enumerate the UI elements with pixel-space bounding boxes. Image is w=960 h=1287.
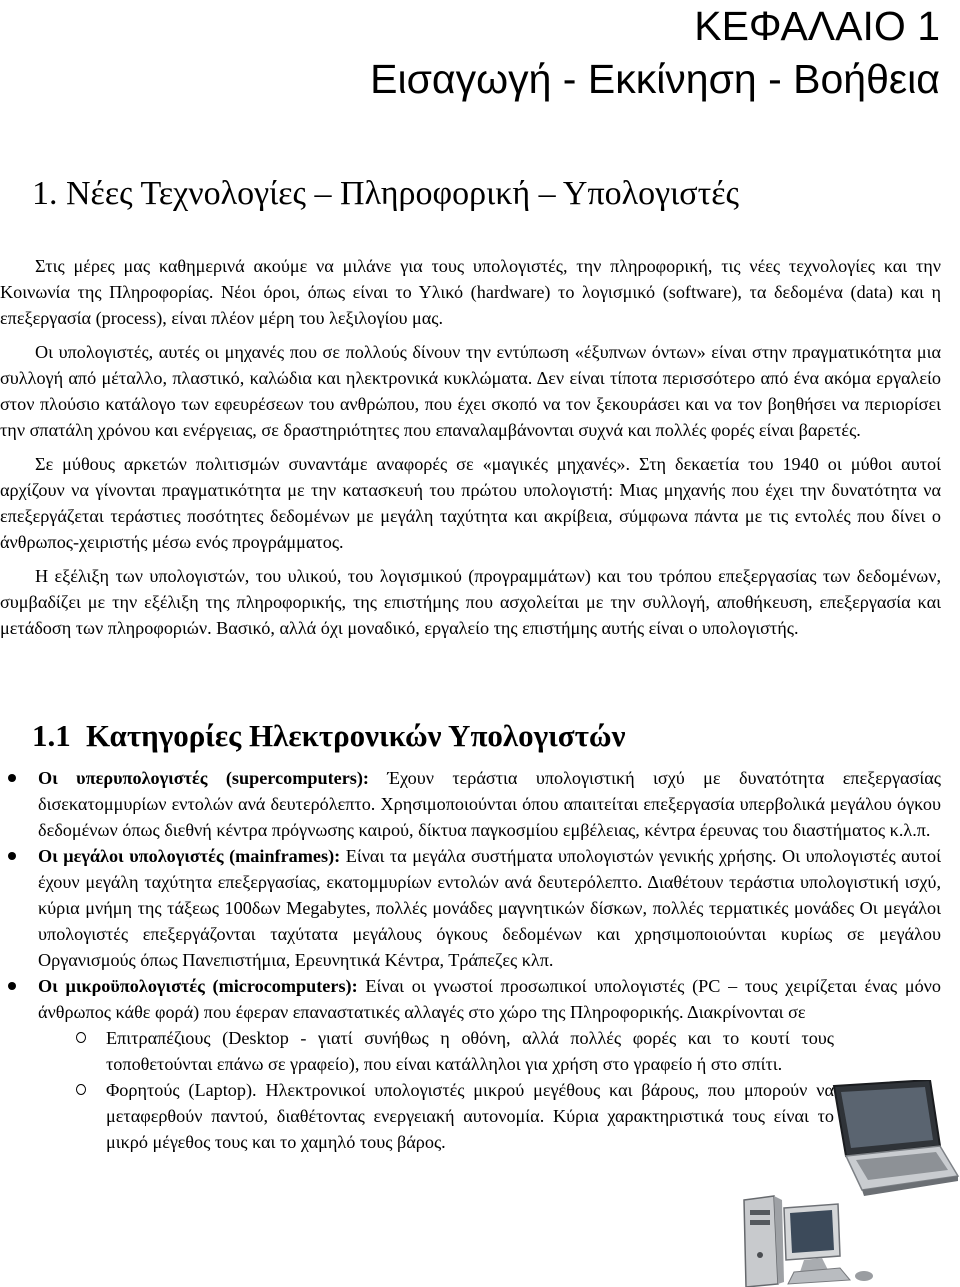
paragraph: Η εξέλιξη των υπολογιστών, του υλικού, του λογισμικού (προγραμμάτων) και του τρόπου επεξεργασίας των δεδομένων, συμβαδίζει με την εξέλιξη της πληροφορικής, της επιστήμης που ασχολείται με την συλλογή, αποθήκευση, επεξεργασία και μετάδοση των πληροφοριών. Βασικό, αλλά όχι μοναδικό, εργαλείο της επιστήμης αυτής είναι ο υπολογιστής.	[0, 566, 941, 638]
list-item	[0, 843, 941, 973]
paragraph: Οι υπολογιστές, αυτές οι μηχανές που σε πολλούς δίνουν την εντύπωση «έξυπνων όντων» είναι στην πραγματικότητα μια συλλογή από μέταλλο, πλαστικό, καλώδια και ηλεκτρονικά κυκλώματα. Δεν είναι τίποτα περισσότερο από ένα ακόμα εργαλείο στον πλούσιο κατάλογο των εφευρέσεων του ανθρώπου, που έχει σκοπό να τον ξεκουράσει και να τον βοηθήσει να περιορίσει την σπατάλη χρόνου και ενέργειας, σε δραστηριότητες που επαναλαμβάνονται συχνά και πολλές φορές είναι βαρετές.	[0, 342, 941, 440]
circle-bullet-icon	[76, 1084, 86, 1095]
subsection-title: Κατηγορίες Ηλεκτρονικών Υπολογιστών	[86, 718, 626, 753]
circle-bullet-icon	[76, 1032, 86, 1043]
computers-illustration	[704, 1080, 960, 1287]
section-heading: 1. Νέες Τεχνολογίες – Πληροφορική – Υπολογιστές	[32, 175, 740, 212]
paragraph: Στις μέρες μας καθημερινά ακούμε να μιλάνε για τους υπολογιστές, την πληροφορική, τις νέες τεχνολογίες και την Κοινωνία της Πληροφορίας. Νέοι όροι, όπως είναι το Υλικό (hardware) το λογισμικό (software), τα δεδομένα (data) και η επεξεργασία (process), είναι πλέον μέρη του λεξιλογίου μας.	[0, 256, 941, 328]
sub-list-item	[38, 1025, 834, 1077]
list-item	[0, 765, 941, 843]
monitor-icon	[784, 1204, 873, 1284]
desktop-tower-icon	[744, 1196, 784, 1287]
section-body	[0, 253, 941, 649]
chapter-subtitle: Εισαγωγή - Εκκίνηση - Βοήθεια	[370, 56, 940, 102]
term: Οι μικροϋπολογιστές (microcomputers):	[38, 976, 358, 996]
term: Οι υπερυπολογιστές (supercomputers):	[38, 768, 369, 788]
chapter-label: ΚΕΦΑΛΑΙΟ 1	[694, 3, 940, 49]
subsection-number: 1.1	[32, 718, 71, 753]
paragraph: Σε μύθους αρκετών πολιτισμών συναντάμε αναφορές σε «μαγικές μηχανές». Στη δεκαετία του 1940 οι μύθοι αυτοί αρχίζουν να γίνονται πραγματικότητα με την κατασκευή του πρώτου υπολογιστή: Μιας μηχανής που έχει την δυνατότητα να επεξεργάζεται τεράστιες ποσότητες δεδομένων με μεγάλη ταχύτητα και ακρίβεια, σύμφωνα πάντα με τις εντολές που δίνει ο άνθρωπος-χειριστής μέσω ενός προγράμματος.	[0, 454, 941, 552]
term-description: Είναι οι γνωστοί προσωπικοί υπολογιστές (PC – τους χειρίζεται ένας μόνο άνθρωπος κάθε φορά) που έφεραν επαναστατικές αλλαγές στο χώρο της Πληροφορικής. Διακρίνονται σε	[38, 976, 941, 1022]
bullet-icon	[8, 774, 16, 782]
laptop-icon	[834, 1080, 958, 1196]
term: Οι μεγάλοι υπολογιστές (mainframes):	[38, 846, 341, 866]
bullet-icon	[8, 852, 16, 860]
sub-list-text: Φορητούς (Laptop). Ηλεκτρονικοί υπολογιστές μικρού μεγέθους και βάρους, που μπορούν να μεταφερθούν παντού, διαθέτοντας ενεργειακή αυτονομία. Κύρια χαρακτηριστικά τους είναι το μικρό μέγεθος τους και το χαμηλό τους βάρος.	[106, 1080, 834, 1152]
subsection-heading	[32, 716, 625, 756]
term-description: Έχουν τεράστια υπολογιστική ισχύ με δυνατότητα επεξεργασίας δισεκατομμυρίων εντολών ανά δευτερόλεπτο. Χρησιμοποιούνται όπου απαιτείται επεξεργασία υπερβολικά μεγάλου όγκου δεδομένων όπως διεθνή κέντρα πρόγνωσης καιρού, δίκτυα παγκοσμίου εμβέλειας, κέντρα έρευνας του διαστήματος κ.λ.π.	[38, 768, 941, 840]
sub-list-text: Επιτραπέζιους (Desktop - γιατί συνήθως η οθόνη, αλλά πολλές φορές και το κουτί τους τοποθετούνται επάνω σε γραφείο), που είναι κατάλληλοι για χρήση στο γραφείο ή στο σπίτι.	[106, 1028, 834, 1074]
bullet-icon	[8, 982, 16, 990]
chapter-title	[370, 0, 940, 106]
term-description: Είναι τα μεγάλα συστήματα υπολογιστών γενικής χρήσης. Οι υπολογιστές αυτοί έχουν μεγάλη ταχύτητα επεξεργασίας, εκατομμυρίων εντολών ανά δευτερόλεπτο. Διαθέτουν τεράστια υπολογιστική ισχύ, κύρια μνήμη της τάξεως 100δων Megabytes, πολλές μονάδες μαγνητικών δίσκων, πολλές τερματικές μονάδες Οι μεγάλοι υπολογιστές επεξεργάζονται ταχύτατα μεγάλους όγκους δεδομένων και χρησιμοποιούνται κυρίως σε μεγάλου Οργανισμούς όπως Πανεπιστήμια, Ερευνητικά Κέντρα, Τράπεζες κλπ.	[38, 846, 941, 970]
